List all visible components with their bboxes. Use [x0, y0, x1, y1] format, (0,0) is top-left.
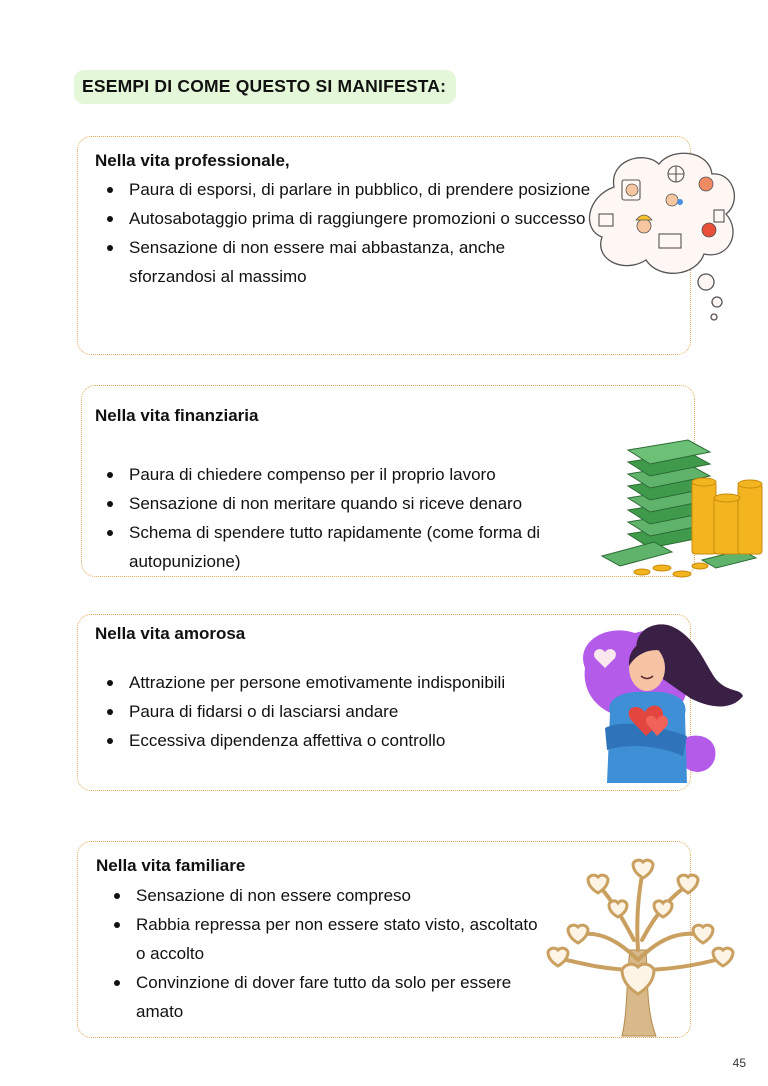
list-item: Convinzione di dover fare tutto da solo per essere amato	[103, 968, 543, 1026]
section-title: Nella vita professionale,	[95, 151, 290, 170]
list-item: Attrazione per persone emotivamente indisponibili	[96, 668, 576, 697]
list-item: Autosabotaggio prima di raggiungere promozioni o successo	[96, 204, 591, 233]
money-stack-coins-icon	[592, 424, 768, 584]
list-item: Sensazione di non essere mai abbastanza, anche sforzandosi al massimo	[96, 233, 591, 291]
heart-tree-icon	[538, 850, 738, 1040]
list-item: Sensazione di non meritare quando si riceve denaro	[96, 489, 626, 518]
list-item: Paura di fidarsi o di lasciarsi andare	[96, 697, 576, 726]
thought-cloud-professions-icon	[584, 142, 744, 327]
list-item: Rabbia repressa per non essere stato visto, ascoltato o accolto	[103, 910, 543, 968]
section-title: Nella vita amorosa	[95, 624, 246, 643]
section-title: Nella vita finanziaria	[95, 406, 259, 425]
bullet-list	[103, 881, 543, 1026]
list-item: Eccessiva dipendenza affettiva o controllo	[96, 726, 576, 755]
bullet-list	[96, 460, 626, 576]
bullet-list	[96, 175, 591, 291]
section-title: Nella vita familiare	[96, 856, 246, 875]
list-item: Schema di spendere tutto rapidamente (come forma di autopunizione)	[96, 518, 626, 576]
bullet-list	[96, 668, 576, 755]
woman-hugging-heart-icon	[565, 618, 745, 790]
page-number: 45	[732, 1056, 746, 1070]
list-item: Sensazione di non essere compreso	[103, 881, 543, 910]
list-item: Paura di esporsi, di parlare in pubblico, di prendere posizione	[96, 175, 591, 204]
list-item: Paura di chiedere compenso per il proprio lavoro	[96, 460, 626, 489]
page-heading: ESEMPI DI COME QUESTO SI MANIFESTA:	[74, 70, 456, 104]
